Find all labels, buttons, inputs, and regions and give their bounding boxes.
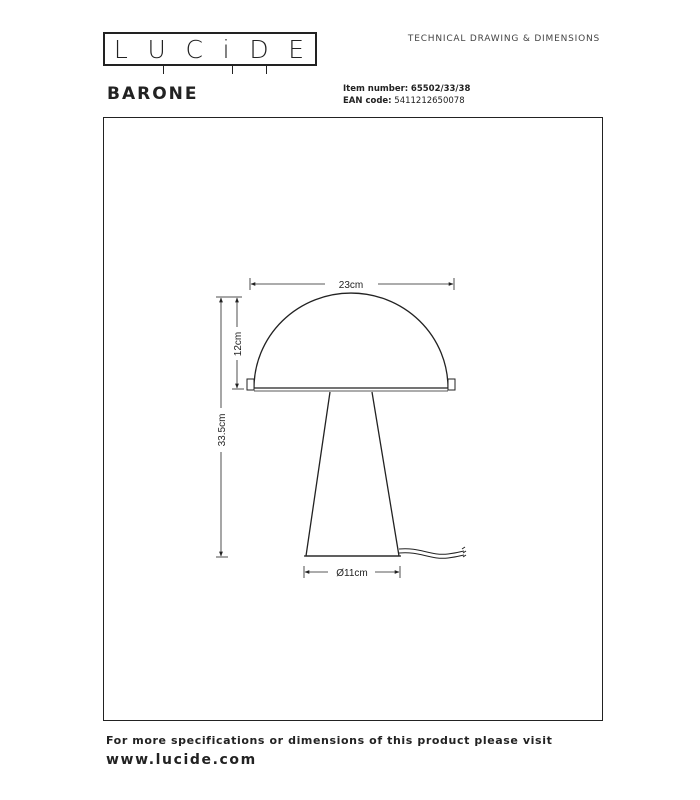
dimension-base-diameter-label: Ø11cm <box>336 568 368 579</box>
dimension-shade-height <box>228 297 244 389</box>
dimension-width <box>250 278 454 291</box>
logo-letter: L <box>113 34 130 64</box>
logo-letter: D <box>249 34 271 64</box>
logo-letter: U <box>147 34 168 64</box>
product-name: BARONE <box>107 84 199 104</box>
shade-knob-left <box>247 379 254 390</box>
document-type-heading: TECHNICAL DRAWING & DIMENSIONS <box>407 34 600 44</box>
logo-letter: E <box>288 34 307 64</box>
dimension-total-height <box>216 297 228 557</box>
ean-label: EAN code: <box>343 96 392 106</box>
dimension-shade-height-label: 12cm <box>233 331 244 357</box>
item-number-label: Item number: <box>343 84 409 94</box>
dimension-total-height-label: 33.5cm <box>217 413 228 447</box>
lamp-shade <box>247 293 455 391</box>
lamp-base <box>304 392 401 556</box>
logo-letter: i <box>222 34 232 64</box>
item-number-value: 65502/33/38 <box>410 84 471 94</box>
dimension-width-label: 23cm <box>338 280 364 291</box>
shade-knob-right <box>448 379 455 390</box>
power-cord <box>399 547 466 558</box>
ean-value: 5411212650078 <box>394 96 465 106</box>
website-link[interactable]: www.lucide.com <box>106 752 257 768</box>
dimension-base-diameter <box>304 566 400 579</box>
logo-letter: C <box>185 34 205 64</box>
footer-info-text: For more specifications or dimensions of this product please visit <box>106 734 553 747</box>
